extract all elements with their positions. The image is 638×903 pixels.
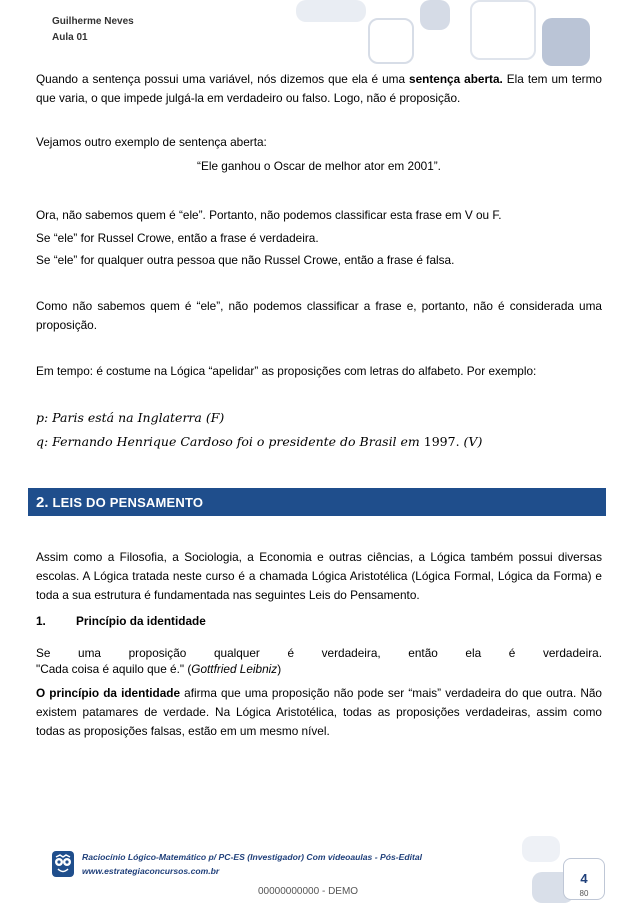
footer-decoration	[522, 836, 560, 862]
header-author: Guilherme Neves	[52, 16, 134, 27]
paragraph: Se uma proposição qualquer é verdadeira, então ela é verdadeira.	[36, 646, 602, 660]
list-number: 1.	[36, 614, 46, 628]
paragraph: Quando a sentença possui uma variável, nós dizemos que ela é uma sentença aberta. Ela tem um termo que varia, o que impede julgá-la em verdadeiro ou falso. Logo, não é proposição.	[36, 72, 602, 105]
header-decoration	[470, 0, 536, 60]
quote: “Ele ganhou o Oscar de melhor ator em 2001”.	[197, 159, 441, 173]
page-total: 80	[579, 889, 589, 898]
paragraph: O princípio da identidade afirma que uma proposição não pode ser “mais” verdadeira do que outra. Não existem patamares de verdade. Na Lógica Aristotélica, todas as proposições verdadeiras, assim como todas as proposições falsas, estão em um mesmo nível.	[36, 686, 602, 738]
formula-p: p: Paris está na Inglaterra (F)	[36, 410, 225, 425]
header-lesson: Aula 01	[52, 32, 88, 43]
section-title: LEIS DO PENSAMENTO	[52, 494, 204, 510]
paragraph: Ora, não sabemos quem é “ele”. Portanto, não podemos classificar esta frase em V ou F.	[36, 208, 502, 222]
quote-leibniz: "Cada coisa é aquilo que é." (Gottfried Leibniz)	[36, 662, 282, 676]
footer-site-link[interactable]: www.estrategiaconcursos.com.br	[82, 866, 220, 876]
footer-demo-id: 00000000000 - DEMO	[258, 886, 359, 897]
list-item	[36, 612, 602, 631]
page-number-box	[563, 858, 605, 900]
list-title: Princípio da identidade	[76, 614, 206, 628]
paragraph: Vejamos outro exemplo de sentença aberta:	[36, 135, 267, 149]
page-number: 4	[580, 871, 588, 886]
paragraph: Assim como a Filosofia, a Sociologia, a Economia e outras ciências, a Lógica também possui diversas escolas. A Lógica tratada neste curso é a chamada Lógica Aristotélica (Lógica Formal, Lógica da Forma) e toda a sua estrutura é fundamentada nas seguintes Leis do Pensamento.	[36, 550, 602, 602]
paragraph: Se “ele” for Russel Crowe, então a frase é verdadeira.	[36, 231, 319, 245]
header-decoration	[542, 18, 590, 66]
header-decoration	[420, 0, 450, 30]
paragraph: Como não sabemos quem é “ele”, não podemos classificar a frase e, portanto, não é considerada uma proposição.	[36, 299, 602, 332]
section-number: 2.	[36, 493, 49, 511]
header-decoration	[368, 18, 414, 64]
author-name: Gottfried Leibniz	[191, 662, 278, 676]
section-heading	[28, 488, 606, 516]
bold-term: sentença aberta.	[409, 72, 503, 86]
formula-q: q: Fernando Henrique Cardoso foi o presidente do Brasil em 1997. (V)	[36, 434, 483, 449]
owl-logo-icon	[52, 851, 74, 877]
paragraph: Se “ele” for qualquer outra pessoa que não Russel Crowe, então a frase é falsa.	[36, 253, 455, 267]
paragraph: Em tempo: é costume na Lógica “apelidar” as proposições com letras do alfabeto. Por exemplo:	[36, 364, 537, 378]
header-decoration	[296, 0, 366, 22]
bold-term: O princípio da identidade	[36, 686, 181, 700]
footer-course: Raciocínio Lógico-Matemático p/ PC-ES (Investigador) Com videoaulas - Pós-Edital	[82, 852, 422, 862]
